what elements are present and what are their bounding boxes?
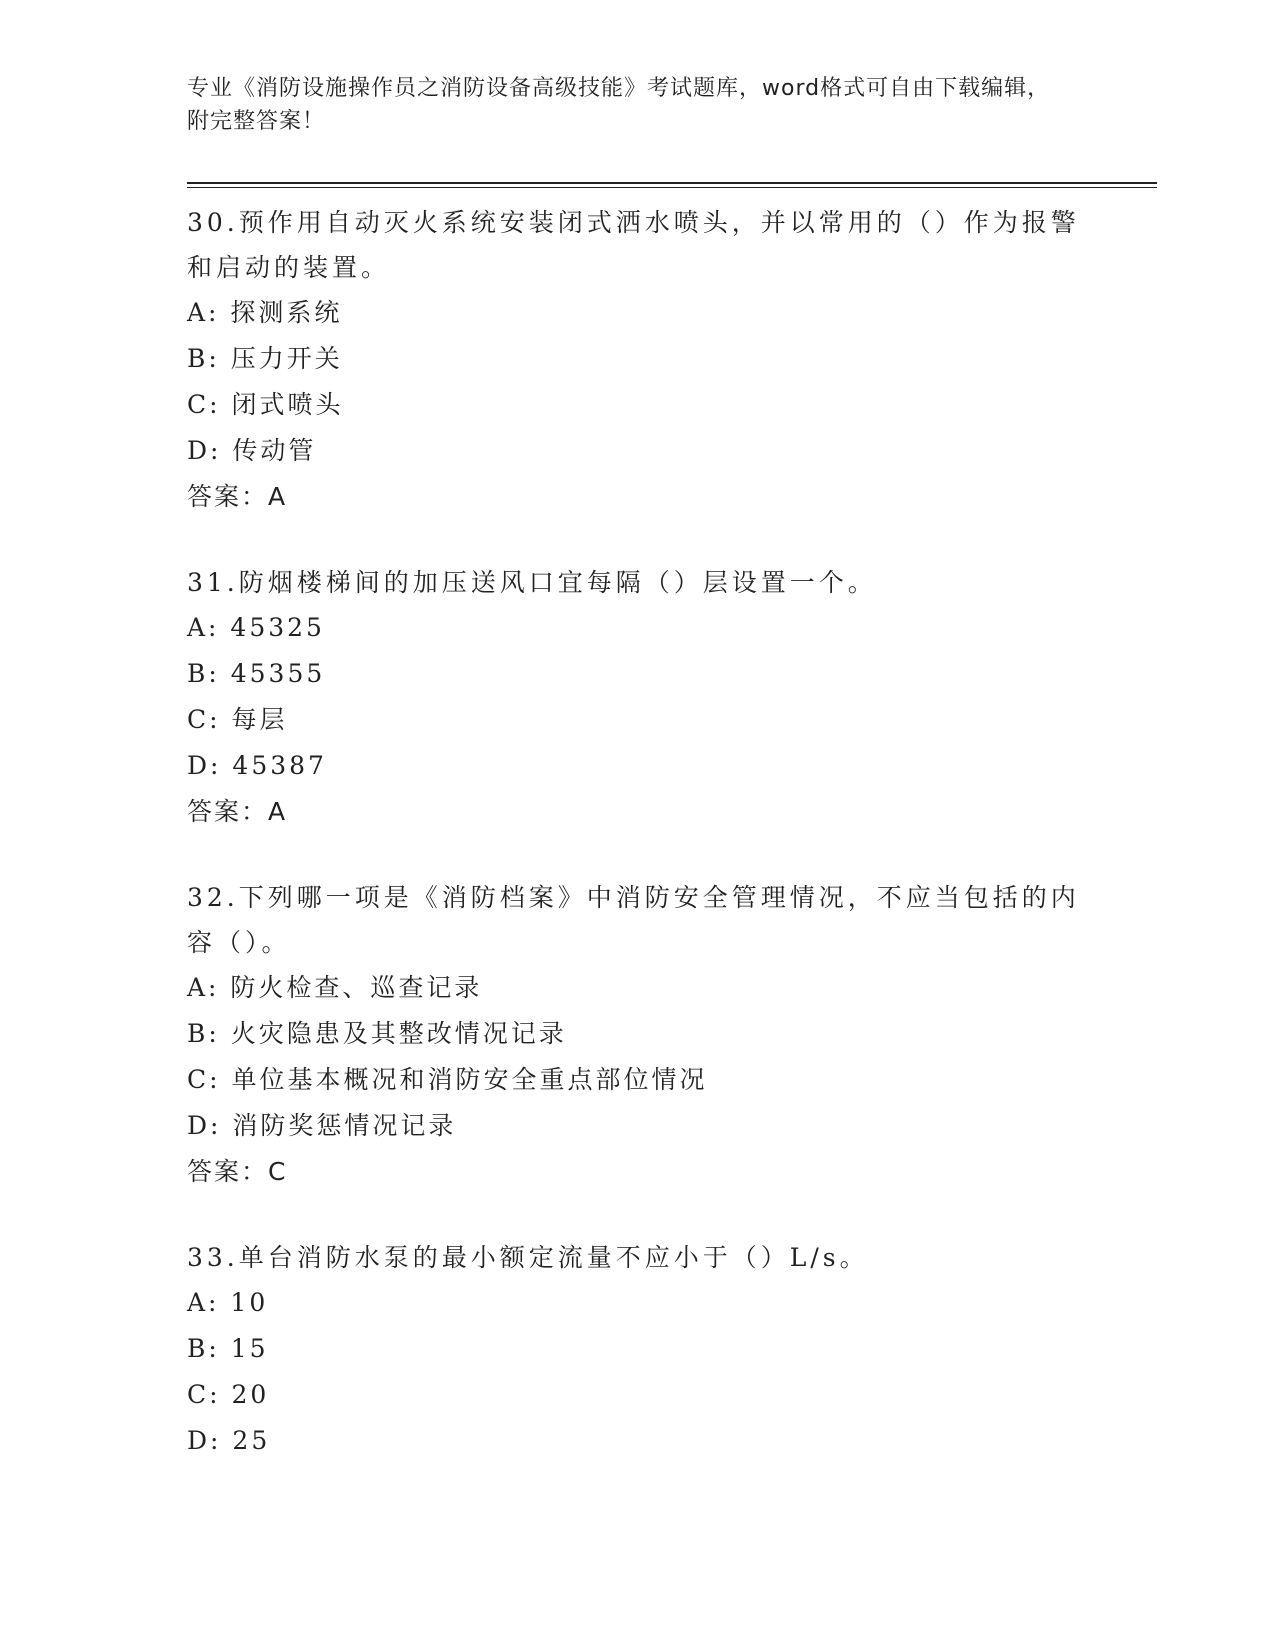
option-c: C: 单位基本概况和消防安全重点部位情况 [187,1065,708,1094]
option-b: B: 45355 [187,659,326,688]
option-c: C: 20 [187,1380,270,1409]
header-divider-thin [187,187,1157,188]
question-stem: 33.单台消防水泵的最小额定流量不应小于（）L/s。 [187,1243,869,1272]
question-stem: 30.预作用自动灭火系统安装闭式洒水喷头，并以常用的（）作为报警和启动的装置。 [187,208,1080,282]
option-a: A: 防火检查、巡查记录 [187,973,483,1002]
option-c: C: 每层 [187,705,288,734]
option-d: D: 25 [187,1426,271,1455]
question-32 [187,875,1157,1195]
option-a: A: 探测系统 [187,298,343,327]
option-b: B: 压力开关 [187,344,343,373]
question-list [187,200,1157,1464]
question-30 [187,200,1157,520]
option-d: D: 45387 [187,751,327,780]
option-a: A: 45325 [187,613,325,642]
document-header: 专业《消防设施操作员之消防设备高级技能》考试题库，word格式可自由下载编辑，附完整答案！ [187,76,1051,134]
question-stem: 32.下列哪一项是《消防档案》中消防安全管理情况，不应当包括的内容（）。 [187,883,1080,957]
question-33 [187,1235,1157,1464]
option-c: C: 闭式喷头 [187,390,344,419]
answer-label: 答案：A [187,797,288,826]
header-divider [187,182,1157,184]
question-stem: 31.防烟楼梯间的加压送风口宜每隔（）层设置一个。 [187,568,877,597]
answer-label: 答案：C [187,1157,288,1186]
option-b: B: 火灾隐患及其整改情况记录 [187,1019,567,1048]
option-a: A: 10 [187,1288,269,1317]
question-31 [187,560,1157,835]
answer-label: 答案：A [187,482,288,511]
option-d: D: 消防奖惩情况记录 [187,1111,457,1140]
option-d: D: 传动管 [187,436,317,465]
document-page [187,72,1157,1504]
option-b: B: 15 [187,1334,269,1363]
